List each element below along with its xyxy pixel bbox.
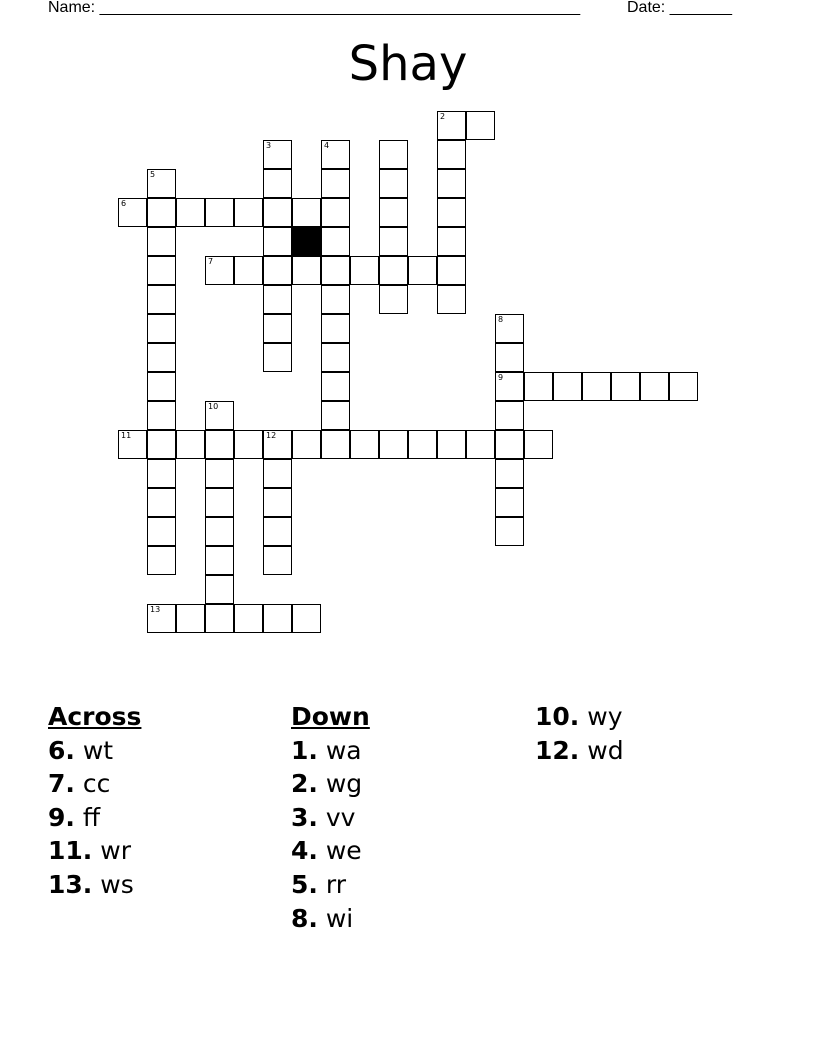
- grid-cell[interactable]: [466, 111, 495, 140]
- clue-number-5: 5: [150, 170, 156, 179]
- clue-item-text: wt: [74, 735, 114, 765]
- grid-cell[interactable]: [495, 488, 524, 517]
- grid-cell[interactable]: [669, 372, 698, 401]
- clue-item-number: 1.: [291, 735, 318, 765]
- grid-cell[interactable]: [495, 430, 524, 459]
- grid-cell[interactable]: [147, 169, 176, 198]
- clue-item: [48, 868, 141, 902]
- clue-number-11: 11: [121, 431, 132, 440]
- down-clues-continued: [535, 700, 624, 767]
- date-field-label: Date: _______: [627, 0, 732, 16]
- grid-cell[interactable]: [437, 227, 466, 256]
- clue-number-6: 6: [121, 199, 127, 208]
- grid-cell[interactable]: [553, 372, 582, 401]
- grid-cell[interactable]: [263, 488, 292, 517]
- clue-item: [48, 801, 141, 835]
- grid-cell[interactable]: [147, 488, 176, 517]
- across-clue-list: [48, 734, 141, 902]
- grid-cell[interactable]: [263, 430, 292, 459]
- clue-number-4: 4: [324, 141, 330, 150]
- clue-item: [291, 868, 370, 902]
- grid-cell[interactable]: [205, 488, 234, 517]
- clue-item-number: 11.: [48, 836, 93, 866]
- grid-cell[interactable]: [582, 372, 611, 401]
- grid-cell[interactable]: [640, 372, 669, 401]
- grid-cell[interactable]: [408, 256, 437, 285]
- grid-cell[interactable]: [205, 517, 234, 546]
- grid-cell[interactable]: [205, 546, 234, 575]
- clue-item: [535, 700, 624, 734]
- clue-item: [291, 734, 370, 768]
- grid-cell[interactable]: [263, 285, 292, 314]
- grid-cell[interactable]: [437, 198, 466, 227]
- clue-item: [291, 902, 370, 936]
- grid-cell[interactable]: [321, 227, 350, 256]
- clue-item: [48, 734, 141, 768]
- grid-cell[interactable]: [147, 430, 176, 459]
- clue-item-text: wy: [579, 702, 623, 731]
- grid-cell[interactable]: [495, 372, 524, 401]
- grid-cell[interactable]: [147, 517, 176, 546]
- clue-item: [48, 767, 141, 801]
- grid-cell[interactable]: [379, 140, 408, 169]
- grid-cell[interactable]: [147, 314, 176, 343]
- grid-cell[interactable]: [379, 169, 408, 198]
- grid-cell[interactable]: [321, 285, 350, 314]
- clue-item-text: ws: [92, 869, 134, 899]
- name-field-label: Name: ______________________________________________________: [48, 0, 581, 16]
- clue-item-text: wr: [92, 836, 131, 866]
- clue-item-text: cc: [74, 769, 111, 799]
- clue-number-8: 8: [498, 315, 504, 324]
- grid-cell[interactable]: [147, 604, 176, 633]
- clue-number-12: 12: [266, 431, 277, 440]
- down-clue-list: [291, 734, 370, 936]
- grid-cell[interactable]: [234, 430, 263, 459]
- grid-cell[interactable]: [408, 430, 437, 459]
- grid-cell[interactable]: [379, 430, 408, 459]
- clue-item-text: wa: [317, 735, 362, 765]
- grid-cell[interactable]: [524, 372, 553, 401]
- grid-cell[interactable]: [263, 459, 292, 488]
- grid-cell[interactable]: [176, 604, 205, 633]
- clue-number-7: 7: [208, 257, 214, 266]
- clue-item-number: 12.: [535, 735, 580, 765]
- down-clue-list-continued: [535, 700, 624, 767]
- clue-item-text: ff: [74, 802, 101, 832]
- black-cell: [292, 227, 321, 256]
- grid-cell[interactable]: [147, 372, 176, 401]
- clue-item-number: 5.: [291, 869, 318, 899]
- grid-cell[interactable]: [234, 198, 263, 227]
- grid-cell[interactable]: [205, 198, 234, 227]
- grid-cell[interactable]: [176, 430, 205, 459]
- grid-cell[interactable]: [263, 314, 292, 343]
- grid-cell[interactable]: [495, 459, 524, 488]
- clue-item-text: wi: [317, 903, 354, 933]
- grid-cell[interactable]: [437, 111, 466, 140]
- grid-cell[interactable]: [495, 314, 524, 343]
- grid-cell[interactable]: [205, 256, 234, 285]
- grid-cell[interactable]: [263, 256, 292, 285]
- grid-cell[interactable]: [263, 140, 292, 169]
- clue-item-number: 10.: [535, 702, 580, 731]
- grid-cell[interactable]: [205, 604, 234, 633]
- grid-cell[interactable]: [321, 314, 350, 343]
- clue-item: [291, 767, 370, 801]
- grid-cell[interactable]: [292, 604, 321, 633]
- grid-cell[interactable]: [147, 459, 176, 488]
- clue-item: [291, 834, 370, 868]
- clue-item-number: 8.: [291, 903, 318, 933]
- clue-item-number: 4.: [291, 836, 318, 866]
- clue-item-text: rr: [317, 869, 346, 899]
- grid-cell[interactable]: [118, 198, 147, 227]
- down-clues: [291, 700, 370, 935]
- grid-cell[interactable]: [205, 401, 234, 430]
- grid-cell[interactable]: [205, 430, 234, 459]
- grid-cell[interactable]: [292, 256, 321, 285]
- grid-cell[interactable]: [205, 575, 234, 604]
- grid-cell[interactable]: [147, 546, 176, 575]
- grid-cell[interactable]: [321, 401, 350, 430]
- grid-cell[interactable]: [350, 430, 379, 459]
- grid-cell[interactable]: [495, 343, 524, 372]
- grid-cell[interactable]: [437, 256, 466, 285]
- grid-cell[interactable]: [263, 517, 292, 546]
- grid-cell[interactable]: [234, 256, 263, 285]
- grid-cell[interactable]: [321, 169, 350, 198]
- grid-cell[interactable]: [205, 459, 234, 488]
- grid-cell[interactable]: [292, 198, 321, 227]
- grid-cell[interactable]: [147, 401, 176, 430]
- grid-cell[interactable]: [466, 430, 495, 459]
- clue-item-text: wg: [317, 769, 363, 799]
- grid-cell[interactable]: [263, 604, 292, 633]
- grid-cell[interactable]: [263, 227, 292, 256]
- grid-cell[interactable]: [147, 227, 176, 256]
- clue-item-number: 2.: [291, 769, 318, 799]
- clue-item-text: we: [317, 836, 362, 866]
- grid-cell[interactable]: [321, 198, 350, 227]
- grid-cell[interactable]: [263, 343, 292, 372]
- grid-cell[interactable]: [147, 285, 176, 314]
- clue-number-10: 10: [208, 402, 219, 411]
- grid-cell[interactable]: [437, 140, 466, 169]
- clue-item: [48, 834, 141, 868]
- grid-cell[interactable]: [147, 198, 176, 227]
- grid-cell[interactable]: [263, 198, 292, 227]
- grid-cell[interactable]: [263, 546, 292, 575]
- grid-cell[interactable]: [147, 343, 176, 372]
- grid-cell[interactable]: [118, 430, 147, 459]
- grid-cell[interactable]: [234, 604, 263, 633]
- clue-number-13: 13: [150, 605, 161, 614]
- clue-item-number: 6.: [48, 735, 75, 765]
- grid-cell[interactable]: [321, 430, 350, 459]
- grid-cell[interactable]: [147, 256, 176, 285]
- grid-cell[interactable]: [263, 169, 292, 198]
- grid-cell[interactable]: [611, 372, 640, 401]
- clue-item: [535, 734, 624, 768]
- grid-cell[interactable]: [379, 198, 408, 227]
- across-heading: Across: [48, 702, 142, 731]
- grid-cell[interactable]: [321, 140, 350, 169]
- grid-cell[interactable]: [524, 430, 553, 459]
- down-heading: Down: [291, 702, 370, 731]
- clue-item-number: 13.: [48, 869, 93, 899]
- grid-cell[interactable]: [437, 430, 466, 459]
- clue-number-2: 2: [440, 112, 446, 121]
- clue-number-9: 9: [498, 373, 504, 382]
- grid-cell[interactable]: [350, 256, 379, 285]
- grid-cell[interactable]: [292, 430, 321, 459]
- grid-cell[interactable]: [321, 256, 350, 285]
- grid-cell[interactable]: [379, 285, 408, 314]
- grid-cell[interactable]: [176, 198, 205, 227]
- grid-cell[interactable]: [321, 343, 350, 372]
- across-clues: [48, 700, 141, 902]
- clue-item-number: 9.: [48, 802, 75, 832]
- puzzle-title: Shay: [348, 36, 468, 92]
- clue-item-text: vv: [317, 802, 356, 832]
- grid-cell[interactable]: [437, 169, 466, 198]
- clue-item-number: 3.: [291, 802, 318, 832]
- grid-cell[interactable]: [495, 401, 524, 430]
- grid-cell[interactable]: [379, 256, 408, 285]
- clue-number-3: 3: [266, 141, 272, 150]
- grid-cell[interactable]: [495, 517, 524, 546]
- grid-cell[interactable]: [437, 285, 466, 314]
- grid-cell[interactable]: [379, 227, 408, 256]
- clue-item-number: 7.: [48, 769, 75, 799]
- grid-cell[interactable]: [321, 372, 350, 401]
- clue-item: [291, 801, 370, 835]
- clue-item-text: wd: [579, 735, 624, 765]
